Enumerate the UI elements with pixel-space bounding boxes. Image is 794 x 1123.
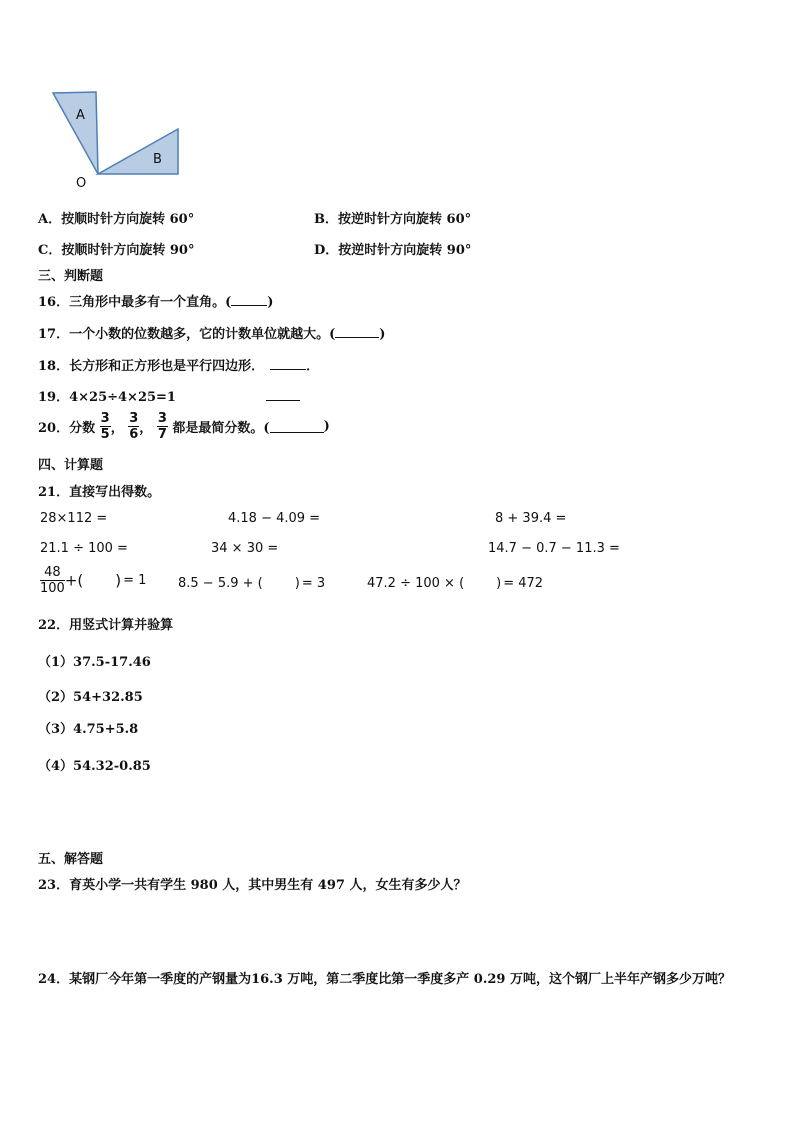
question-22 <box>38 614 173 633</box>
result: = 472 <box>503 576 544 591</box>
question-text: 长方形和正方形也是平行四边形． <box>69 359 265 374</box>
answer-blank[interactable] <box>231 293 267 306</box>
question-text: 直接写出得数。 <box>69 485 161 500</box>
option-letter: B． <box>314 212 338 227</box>
separator: ， <box>139 421 153 436</box>
expression: 8.5 − 5.9 + ( <box>178 576 263 591</box>
result: = 3 <box>301 576 326 591</box>
answer-blank[interactable] <box>335 325 379 338</box>
triangle-a <box>53 92 98 174</box>
close-paren: ) <box>379 327 386 342</box>
question-text: 一个小数的位数越多，它的计数单位就越大。( <box>69 327 336 342</box>
question-21 <box>38 481 160 500</box>
question-number: 24． <box>38 972 70 987</box>
question-18 <box>38 355 319 374</box>
option-text: 按顺时针方向旋转 60° <box>61 212 195 227</box>
question-19 <box>38 386 176 405</box>
option-a <box>38 208 194 227</box>
question-number: 18． <box>38 359 70 374</box>
question-number: 16． <box>38 295 70 310</box>
option-d <box>314 239 471 258</box>
fraction-2: $\frac{3}{6}$ <box>129 411 139 442</box>
end-mark: ． <box>306 359 320 374</box>
plus-paren: +( <box>64 571 84 590</box>
question-text: 某钢厂今年第一季度的产钢量为16.3 万吨，第二季度比第一季度多产 0.29 万吨，这个钢厂上半年产钢多少万吨？ <box>69 972 731 987</box>
calc-r1c3: 8 + 39.4 = <box>495 511 567 526</box>
option-text: 按顺时针方向旋转 90° <box>61 243 195 258</box>
question-text: 育英小学一共有学生 980 人，其中男生有 497 人，女生有多少人？ <box>69 878 467 893</box>
label-o: O <box>76 176 87 191</box>
calc-r3c3 <box>367 576 543 591</box>
question-24 <box>38 968 731 987</box>
calc-r1c1: 28×112 = <box>40 511 108 526</box>
vertical-calc-3: （3）4.75+5.8 <box>38 722 139 737</box>
question-number: 23． <box>38 878 70 893</box>
question-number: 20． <box>38 421 70 436</box>
answer-blank-19[interactable] <box>266 388 300 401</box>
fraction-3: $\frac{3}{7}$ <box>157 411 167 442</box>
question-number: 17． <box>38 327 70 342</box>
vertical-calc-4: （4）54.32-0.85 <box>38 759 151 774</box>
option-letter: C． <box>38 243 62 258</box>
result: = 1 <box>123 573 147 588</box>
option-text: 按逆时针方向旋转 90° <box>338 243 472 258</box>
close-paren: ) <box>294 576 300 591</box>
fraction-48-100: $\frac{48}{100}$ <box>40 565 65 596</box>
question-text: 用竖式计算并验算 <box>69 618 174 633</box>
separator: ， <box>110 421 124 436</box>
option-b <box>314 208 471 227</box>
close-paren: ) <box>496 576 502 591</box>
rotation-figure <box>48 88 188 196</box>
section-title-word-problems: 五、解答题 <box>38 852 104 867</box>
question-23 <box>38 874 466 893</box>
question-text: 三角形中最多有一个直角。( <box>69 295 232 310</box>
question-16 <box>38 291 273 310</box>
label-a: A <box>76 108 85 123</box>
label-b: B <box>153 152 162 167</box>
vertical-calc-1: （1）37.5-17.46 <box>38 655 151 670</box>
close-paren: ) <box>267 295 274 310</box>
section-title-calculation: 四、计算题 <box>38 458 104 473</box>
calc-r3c2 <box>178 576 325 591</box>
calc-r1c2: 4.18 − 4.09 = <box>228 511 321 526</box>
answer-blank[interactable] <box>270 420 324 433</box>
question-suffix: 都是最简分数。( <box>172 421 270 436</box>
answer-blank[interactable] <box>270 357 306 370</box>
calc-r2c2: 34 × 30 = <box>211 541 279 556</box>
section-title-judgement: 三、判断题 <box>38 269 104 284</box>
question-number: 19． <box>38 390 70 405</box>
option-c <box>38 239 194 258</box>
question-17 <box>38 323 385 342</box>
question-number: 22． <box>38 618 70 633</box>
option-letter: A． <box>38 212 62 227</box>
vertical-calc-2: （2）54+32.85 <box>38 690 143 705</box>
question-20 <box>38 412 330 441</box>
close-paren: ) <box>115 571 122 590</box>
question-prefix: 分数 <box>69 421 96 436</box>
expression: 47.2 ÷ 100 × ( <box>367 576 465 591</box>
close-paren: ) <box>323 419 330 434</box>
calc-r3c1 <box>40 566 146 595</box>
triangle-b <box>98 129 178 174</box>
question-number: 21． <box>38 485 70 500</box>
calc-r2c1: 21.1 ÷ 100 = <box>40 541 128 556</box>
option-text: 按逆时针方向旋转 60° <box>338 212 472 227</box>
fraction-1: $\frac{3}{5}$ <box>100 411 110 442</box>
calc-r2c3: 14.7 − 0.7 − 11.3 = <box>488 541 620 556</box>
option-letter: D． <box>314 243 339 258</box>
question-text: 4×25÷4×25=1 <box>69 390 176 405</box>
